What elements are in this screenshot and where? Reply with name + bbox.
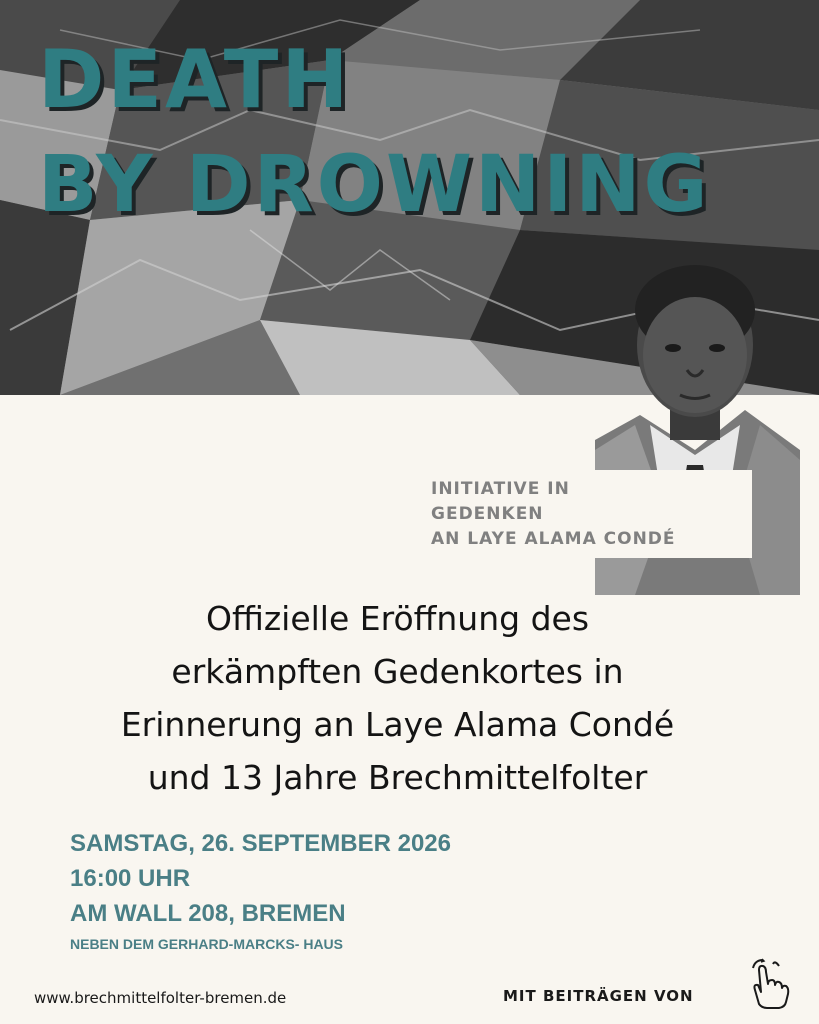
initiative-line-1: INITIATIVE IN — [431, 479, 570, 499]
event-time: 16:00 UHR — [70, 865, 191, 892]
headline-line-2: BY DROWNING — [38, 140, 711, 230]
event-details — [70, 826, 451, 955]
event-location-note: NEBEN DEM GERHARD-MARCKS- HAUS — [70, 936, 343, 952]
event-location: AM WALL 208, BREMEN — [70, 900, 346, 927]
announcement-text — [0, 592, 795, 804]
announcement-line-1: Offizielle Eröffnung des — [205, 599, 590, 638]
announcement-line-3: Erinnerung an Laye Alama Condé — [120, 705, 675, 744]
website-link[interactable]: www.brechmittelfolter-bremen.de — [34, 989, 287, 1007]
announcement-line-4: und 13 Jahre Brechmittelfolter — [147, 758, 648, 797]
contributions-label: MIT BEITRÄGEN VON — [503, 987, 694, 1005]
pointing-hand-icon — [745, 958, 795, 1010]
event-date: SAMSTAG, 26. SEPTEMBER 2026 — [70, 830, 451, 857]
announcement-line-2: erkämpften Gedenkortes in — [171, 652, 624, 691]
headline-line-1: DEATH — [38, 33, 352, 126]
initiative-line-2: GEDENKEN — [431, 504, 544, 524]
initiative-line-3: AN LAYE ALAMA CONDÉ — [431, 529, 676, 549]
initiative-label — [431, 477, 676, 552]
